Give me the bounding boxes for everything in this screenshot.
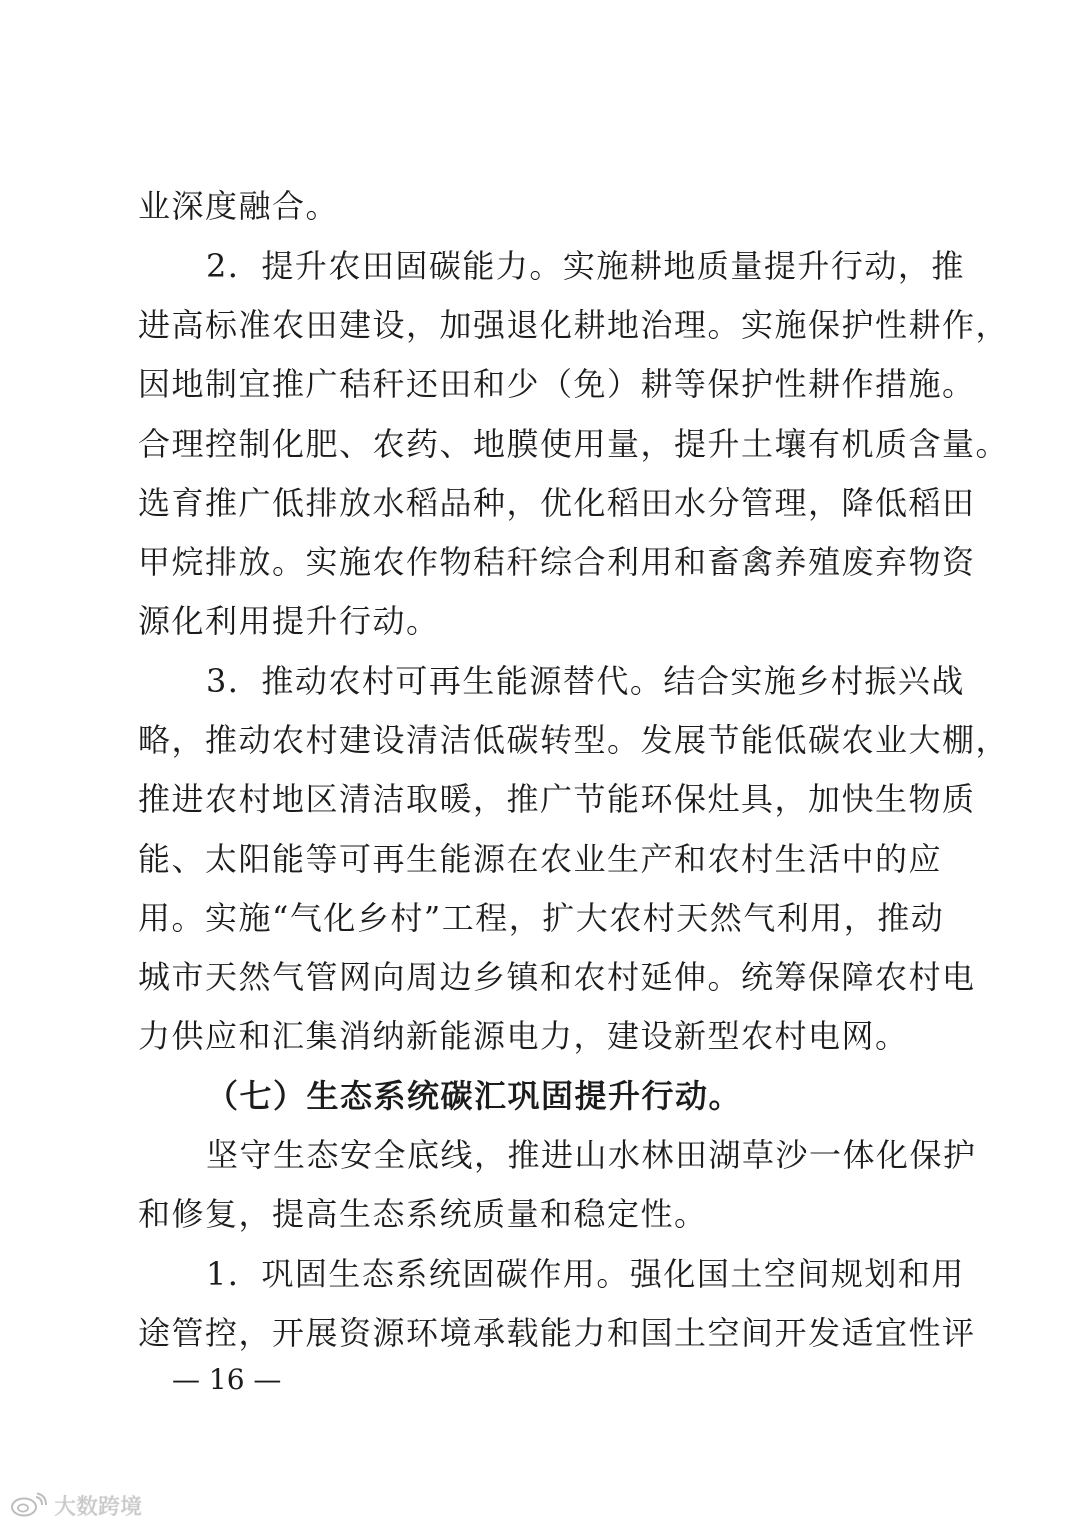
text-line: 3．推动农村可再生能源替代。结合实施乡村振兴战 <box>206 662 965 700</box>
text-line: 选育推广低排放水稻品种，优化稻田水分管理，降低稻田 <box>138 484 976 522</box>
text-line: 业深度融合。 <box>138 187 340 225</box>
text-line: 因地制宜推广秸秆还田和少（免）耕等保护性耕作措施。 <box>138 365 976 403</box>
text-line: 合理控制化肥、农药、地膜使用量，提升土壤有机质含量。 <box>138 425 1010 463</box>
page-number: — 16 — <box>172 1363 282 1396</box>
text-line: 城市天然气管网向周边乡镇和农村延伸。统筹保障农村电 <box>138 958 976 996</box>
watermark-text: 大数跨境 <box>54 1494 143 1520</box>
text-line: 源化利用提升行动。 <box>138 602 440 640</box>
text-line: 甲烷排放。实施农作物秸秆综合利用和畜禽养殖废弃物资 <box>138 543 976 581</box>
text-line: 1．巩固生态系统固碳作用。强化国土空间规划和用 <box>206 1255 965 1293</box>
text-line: 力供应和汇集消纳新能源电力，建设新型农村电网。 <box>138 1017 909 1055</box>
text-line: 2．提升农田固碳能力。实施耕地质量提升行动，推 <box>206 247 965 285</box>
watermark <box>8 1490 142 1520</box>
text-line: 推进农村地区清洁取暖，推广节能环保灶具，加快生物质 <box>138 780 976 818</box>
text-line: 进高标准农田建设，加强退化耕地治理。实施保护性耕作， <box>138 306 1010 344</box>
text-line: 坚守生态安全底线，推进山水林田湖草沙一体化保护 <box>206 1136 977 1174</box>
text-line: 途管控，开展资源环境承载能力和国土空间开发适宜性评 <box>138 1314 976 1352</box>
text-line: 和修复，提高生态系统质量和稳定性。 <box>138 1195 708 1233</box>
weibo-icon <box>8 1492 48 1518</box>
text-line: 略，推动农村建设清洁低碳转型。发展节能低碳农业大棚， <box>138 721 1010 759</box>
section-heading: （七）生态系统碳汇巩固提升行动。 <box>206 1077 743 1115</box>
text-line: 用。实施“气化乡村”工程，扩大农村天然气利用，推动 <box>138 899 945 937</box>
text-line: 能、太阳能等可再生能源在农业生产和农村生活中的应 <box>138 840 943 878</box>
